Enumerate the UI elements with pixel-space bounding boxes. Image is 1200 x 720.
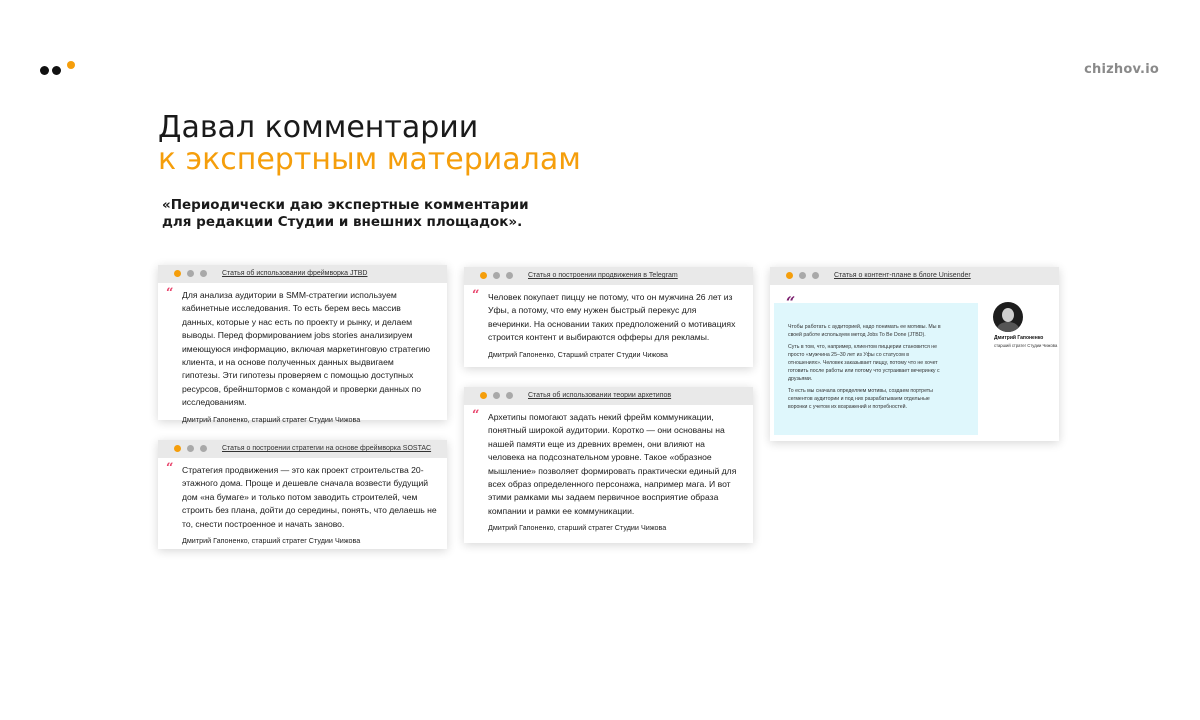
quote-paragraph: То есть мы сначала определяем мотивы, создаем портреты сегментов аудитории и под них разрабатываем отдельные воронки с учетом их возражений и потребностей. (788, 388, 933, 410)
window-bar (158, 440, 447, 458)
quote-text (788, 323, 973, 415)
window-bar (464, 267, 753, 285)
article-link[interactable]: Статья о контент-плане в блоге Unisender (834, 272, 971, 279)
article-card-jtbd (158, 265, 447, 424)
quote-author: Дмитрий Гапоненко, старший стратег Студии Чижова (182, 536, 361, 546)
intro-line: «Периодически даю экспертные комментарии (162, 197, 529, 213)
window-bar (464, 387, 753, 405)
author-role: старший стратег Студии Чижова (994, 343, 1058, 348)
quote-author: Дмитрий Гапоненко, старший стратег Студии Чижова (182, 414, 361, 424)
intro-line: для редакции Студии и внешних площадок». (162, 214, 523, 230)
intro-quote (162, 197, 529, 231)
article-link[interactable]: Статья о построении продвижения в Telegram (528, 272, 678, 279)
quote-text: Для анализа аудитории в SMM-стратегии используем кабинетные исследования. То есть берем весь массив данных, которые у нас есть по проекту и рынку, и делаем выводы. Перед формированием jobs stories анализируем имеющуюся информацию, включая маркетинговую стратегию клиента, и на основе полученных данных выдвигаем гипотезы. Эти гипотезы проверяем с помощью доступных ресурсов, брейнштормов с командой и проверки данных по исследованиям. (182, 290, 431, 408)
article-card-sostac (158, 440, 447, 549)
quote-text: Человек покупает пиццу не потому, что он мужчина 26 лет из Уфы, а потому, что ему нужен быстрый перекус для вечеринки. На основании таких предположений о мотивациях строится контент и выбираются офферы для рекламы. (488, 292, 736, 343)
article-card-archetypes (464, 387, 753, 543)
window-dots (786, 272, 825, 290)
quote-text: Стратегия продвижения — это как проект строительства 20- этажного дома. Проще и дешевле сначала возвести будущий дом «на бумаге» и только потом заводить строителей, чем строить без плана, дойти до середины, понять, что делаешь не то, снести построенное и начать заново. (182, 465, 437, 529)
quote-mark-icon: “ (166, 286, 174, 301)
quote-text: Архетипы помогают задать некий фрейм коммуникации, понятный широкой аудитории. Коротко — они основаны на нашей памяти еще из древних времен, они влияют на человека на подсознательном уровне. Такое «образное мышление» позволяет формировать практически единый для всех образ определенного персонажа, например мага. И вот этими рамками мы задаем первичное восприятие образа компании и рамки ее коммуникации. (488, 412, 737, 516)
article-link[interactable]: Статья о построении стратегии на основе фреймворка SOSTAC (222, 445, 432, 452)
title-line-1: Давал комментарии (158, 110, 479, 145)
quote-mark-icon: “ (786, 293, 796, 312)
logo-dots (40, 61, 80, 77)
quote-mark-icon: “ (472, 288, 480, 303)
quote-mark-icon: “ (166, 461, 174, 476)
article-card-unisender (770, 267, 1059, 441)
window-bar (770, 267, 1059, 285)
article-card-telegram (464, 267, 753, 367)
logo-dot (52, 66, 61, 75)
brand-name: chizhov.io (1084, 62, 1159, 77)
avatar (993, 302, 1023, 332)
quote-mark-icon: “ (472, 408, 480, 423)
quote-box (774, 303, 978, 435)
quote-author: Дмитрий Гапоненко, Старший стратег Студии Чижова (488, 349, 668, 359)
window-bar (158, 265, 447, 283)
quote-author: Дмитрий Гапоненко, старший стратег Студии Чижова (488, 523, 667, 533)
logo-dot (40, 66, 49, 75)
logo-dot-accent (67, 61, 75, 69)
page-title (158, 112, 581, 176)
article-link[interactable]: Статья об использовании теории архетипов (528, 392, 672, 399)
author-name: Дмитрий Гапоненко (994, 335, 1044, 341)
article-link[interactable]: Статья об использовании фреймворка JTBD (222, 270, 368, 277)
quote-paragraph: Чтобы работать с аудиторией, надо понимать ее мотивы. Мы в своей работе используем метод Jobs To Be Done (JTBD). (788, 324, 941, 338)
title-line-2: к экспертным материалам (158, 142, 581, 177)
quote-paragraph: Суть в том, что, например, клиентом пиццерии становится не просто «мужчина 25–30 лет из Уфы со статусом в отношениях». Человек заказывает пиццу, потому что не хочет готовить после работы или потому что устраивает вечеринку с друзьями. (788, 344, 940, 382)
